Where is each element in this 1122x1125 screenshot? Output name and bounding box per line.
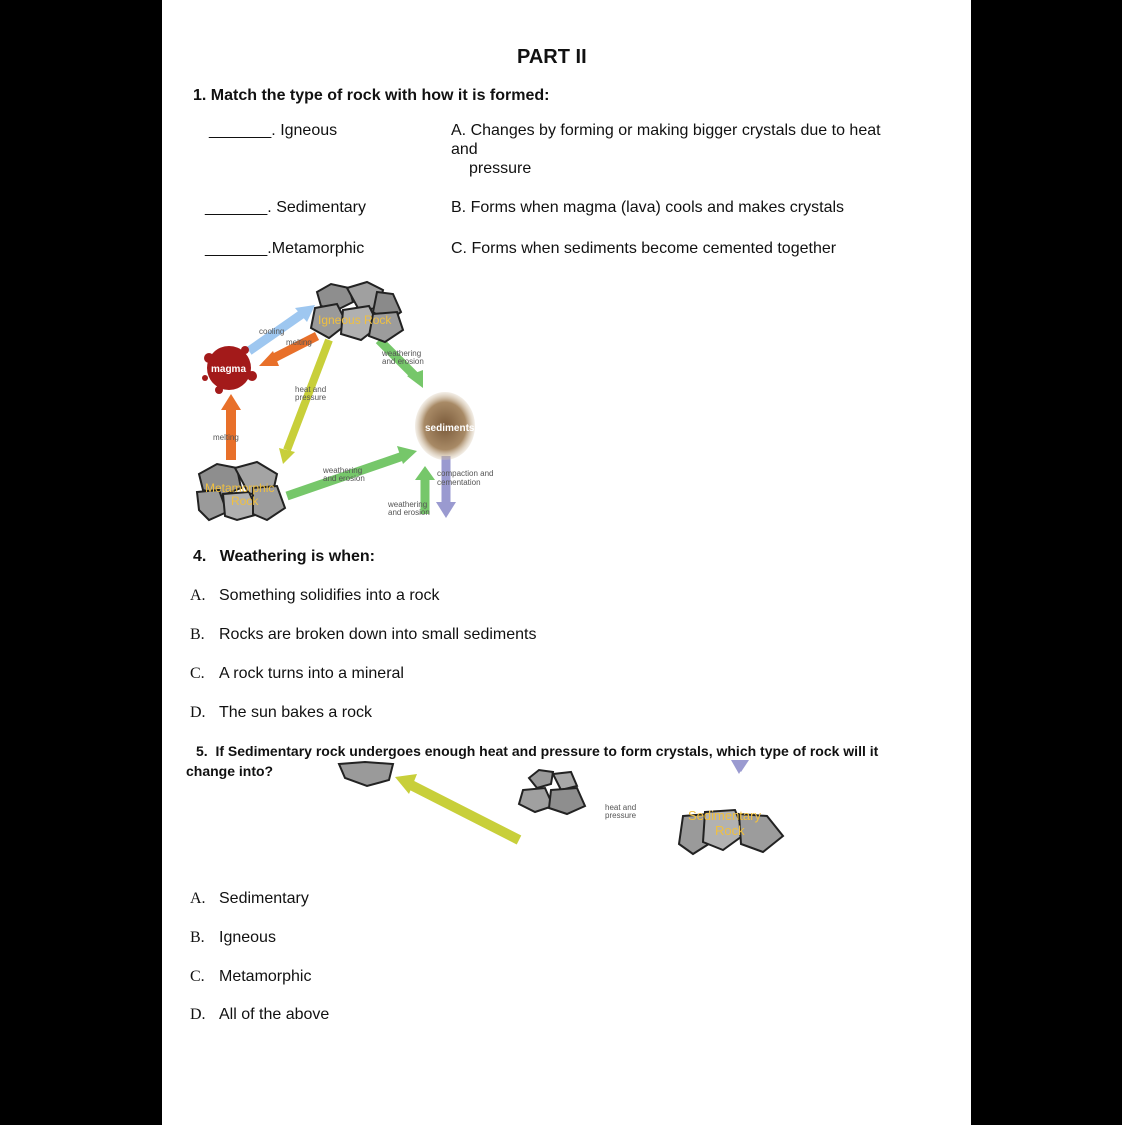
metamorphic-label-1: Metamorphic (205, 481, 275, 495)
question-5-number: 5. (196, 743, 208, 759)
compaction-label-2: cementation (437, 478, 481, 487)
metamorphic-rock-fragment (339, 762, 393, 786)
q5-option-c-letter: C. (190, 968, 205, 985)
sedimentary-label: . Sedimentary (267, 199, 367, 216)
q4-option-a[interactable]: Something solidifies into a rock (219, 587, 440, 604)
pressure-label: pressure (605, 811, 637, 820)
heat-label-1: heat and (295, 385, 327, 394)
q5-option-d[interactable]: All of the above (219, 1006, 330, 1023)
q5-option-d-letter: D. (190, 1006, 206, 1023)
sedimentary-row (205, 199, 366, 217)
question-5-text: If Sedimentary rock undergoes enough heat and pressure to form crystals, which type of rock will it (215, 743, 879, 759)
igneous-label: . Igneous (271, 122, 338, 139)
q4-option-d-letter: D. (190, 704, 206, 721)
weathering-label-1: weathering (382, 349, 422, 358)
definition-b: B. Forms when magma (lava) cools and makes crystals (451, 199, 845, 216)
compaction-label-1: compaction and (437, 469, 494, 478)
answer-blank[interactable]: _______ (205, 240, 268, 257)
metamorphic-label: .Metamorphic (267, 240, 365, 257)
pressure-label-1: pressure (295, 393, 327, 402)
heat-pressure-diagram-crop (337, 760, 761, 858)
definition-c: C. Forms when sediments become cemented together (451, 240, 837, 257)
weathering-label-2: weathering (323, 466, 363, 475)
q4-option-c-letter: C. (190, 665, 205, 682)
answer-blank[interactable]: _______ (205, 199, 268, 216)
cooling-label: cooling (259, 327, 285, 336)
heat-pressure-arrow (279, 340, 329, 464)
sedimentary-rock-label-1: Sedimentary (688, 808, 761, 823)
question-4-text: Weathering is when: (219, 548, 375, 565)
definition-a-line3: pressure (469, 160, 532, 177)
rock-cycle-diagram (197, 278, 517, 523)
page-title: PART II (517, 46, 587, 68)
melting-top-label: melting (286, 338, 312, 347)
erosion-label-1: and erosion (382, 357, 424, 366)
melting-arrow-left (221, 394, 241, 460)
question-1-heading: 1. Match the type of rock with how it is formed: (193, 87, 550, 104)
definition-a-line2: and (451, 141, 478, 158)
q5-option-a[interactable]: Sedimentary (219, 890, 309, 907)
sedimentary-rock-label-2: Rock (715, 823, 745, 838)
igneous-rock-image (311, 282, 403, 342)
q4-option-d[interactable]: The sun bakes a rock (219, 704, 372, 721)
q5-option-b[interactable]: Igneous (219, 929, 276, 946)
sedimentary-rock-image (519, 760, 783, 854)
sediments-label: sediments (425, 423, 475, 434)
q4-option-a-letter: A. (190, 587, 206, 604)
q4-option-b[interactable]: Rocks are broken down into small sediments (219, 626, 537, 643)
metamorphic-row (205, 240, 364, 258)
igneous-rock-label: Igneous Rock (318, 313, 392, 327)
question-4-number: 4. (193, 548, 207, 565)
worksheet-page (162, 0, 971, 1125)
question-4-heading (193, 548, 375, 566)
q5-option-a-letter: A. (190, 890, 206, 907)
magma-label: magma (211, 364, 247, 375)
question-5-line1 (196, 743, 878, 759)
q4-option-c[interactable]: A rock turns into a mineral (219, 665, 404, 682)
definition-a-line1: A. Changes by forming or making bigger crystals due to heat (451, 122, 881, 139)
heat-label: heat and (605, 803, 637, 812)
q5-option-c[interactable]: Metamorphic (219, 968, 312, 985)
question-5-line2: change into? (186, 763, 274, 779)
compaction-arrow (436, 456, 456, 518)
metamorphic-label-2: Rock (231, 494, 259, 508)
answer-blank[interactable]: _______ (209, 122, 272, 139)
igneous-row (209, 122, 337, 140)
melting-left-label: melting (213, 433, 239, 442)
q5-option-b-letter: B. (190, 929, 205, 946)
q4-option-b-letter: B. (190, 626, 205, 643)
heat-pressure-arrow (395, 774, 519, 840)
erosion-label-3: and erosion (388, 508, 430, 517)
weathering-label-3: weathering (388, 500, 428, 509)
erosion-label-2: and erosion (323, 474, 365, 483)
